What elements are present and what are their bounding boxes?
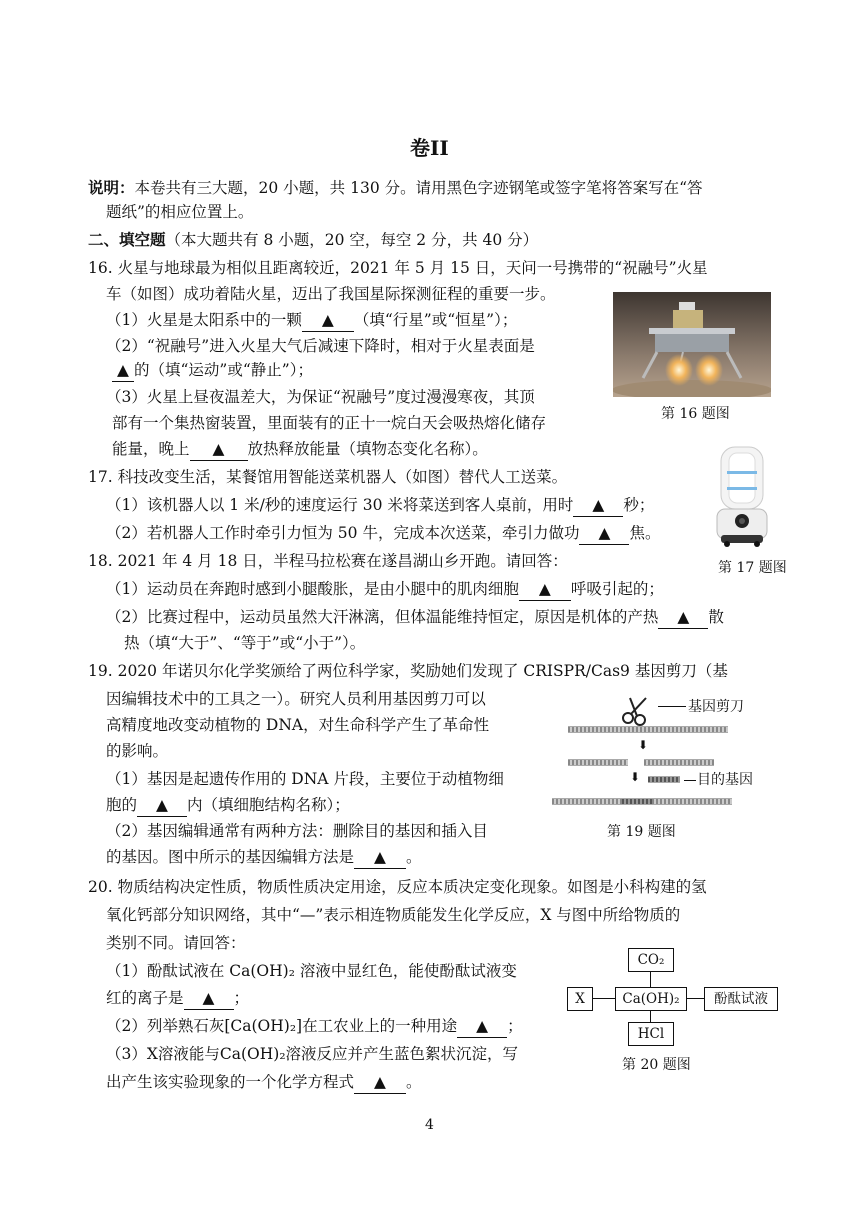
arrow-down-icon: ⬇	[638, 738, 649, 752]
node-co2: CO₂	[628, 948, 674, 972]
q17-line-1: 17. 科技改变生活，某餐馆用智能送菜机器人（如图）替代人工送菜。	[88, 468, 568, 486]
q16-part-1-text: （1）火星是太阳系中的一颗	[106, 311, 302, 329]
q20-part-2-end: ；	[507, 1017, 523, 1035]
q20-part-3-line-1: （3）X溶液能与Ca(OH)₂溶液反应并产生蓝色絮状沉淀，写	[106, 1045, 519, 1063]
answer-blank[interactable]: ▲	[658, 606, 708, 629]
instructions-text-1: 本卷共有三大题，20 小题，共 130 分。请用黑色字迹钢笔或签字笔将答案写在“答	[134, 179, 703, 197]
q20-part-3-text: 出产生该实验现象的一个化学方程式	[106, 1073, 355, 1091]
q17-part-1	[106, 494, 654, 517]
node-calcium-hydroxide: Ca(OH)₂	[615, 987, 687, 1011]
answer-blank[interactable]: ▲	[573, 494, 623, 517]
target-gene-label: 目的基因	[697, 772, 753, 788]
q19-part-2-line-2	[106, 846, 422, 869]
q16-part-2-line-1: （2）“祝融号”进入火星大气后减速下降时，相对于火星表面是	[106, 337, 535, 355]
q19-part-1-line-2	[106, 794, 350, 817]
q18-part-1	[106, 578, 664, 601]
q20-part-2-text: （2）列举熟石灰[Ca(OH)₂]在工农业上的一种用途	[106, 1017, 458, 1035]
q18-part-1-hint: 呼吸引起的；	[570, 580, 664, 598]
target-gene-fragment	[648, 776, 680, 783]
link-hcl	[650, 1010, 651, 1022]
q16-part-3-line-3	[112, 438, 488, 461]
q19-part-2-end: 。	[406, 848, 422, 866]
q19-line-2: 因编辑技术中的工具之一）。研究人员利用基因剪刀可以	[106, 690, 486, 708]
q16-part-3-line-2: 部有一个集热窗装置，里面装有的正十一烷白天会吸热熔化储存	[112, 414, 547, 432]
answer-blank[interactable]: ▲	[137, 794, 187, 817]
node-phenolphthalein: 酚酞试液	[704, 987, 778, 1011]
q19-part-1-hint: 内（填细胞结构名称）；	[187, 796, 350, 814]
instructions-label: 说明：	[88, 178, 135, 197]
section-label: 二、填空题	[88, 230, 166, 249]
instructions-line-2: 题纸”的相应位置上。	[106, 203, 254, 221]
q18-line-1: 18. 2021 年 4 月 18 日，半程马拉松赛在遂昌湖山乡开跑。请回答：	[88, 552, 568, 570]
q20-part-1-end: ；	[233, 989, 250, 1007]
q20-part-3-end: 。	[406, 1073, 422, 1091]
q20-part-1-line-2	[106, 987, 249, 1010]
q19-figure-caption: 第 19 题图	[607, 824, 676, 840]
q17-part-2-text: （2）若机器人工作时牵引力恒为 50 牛，完成本次送菜，牵引力做功	[106, 524, 580, 542]
q17-part-2	[106, 522, 660, 545]
calcium-hydroxide-network-diagram	[565, 946, 780, 1046]
q16-figure-caption: 第 16 题图	[661, 406, 730, 422]
q16-line-2: 车（如图）成功着陆火星，迈出了我国星际探测征程的重要一步。	[106, 285, 556, 303]
q16-part-3-text: 能量，晚上	[112, 440, 190, 458]
target-gene-pointer-line	[684, 780, 696, 781]
q20-line-2: 氧化钙部分知识网络，其中“—”表示相连物质能发生化学反应，X 与图中所给物质的	[106, 906, 681, 924]
q18-part-1-text: （1）运动员在奔跑时感到小腿酸胀，是由小腿中的肌肉细胞	[106, 580, 519, 598]
q16-part-3-line-1: （3）火星上昼夜温差大，为保证“祝融号”度过漫漫寒夜，其顶	[106, 388, 535, 406]
delivery-robot-image	[707, 443, 777, 549]
node-hcl: HCl	[628, 1022, 674, 1046]
answer-blank[interactable]: ▲	[579, 522, 629, 545]
inserted-gene-segment	[622, 798, 652, 805]
q19-part-2-line-1: （2）基因编辑通常有两种方法：删除目的基因和插入目	[106, 822, 488, 840]
answer-blank[interactable]: ▲	[354, 846, 406, 869]
q20-part-1-text: 红的离子是	[106, 989, 184, 1007]
instructions-line-1	[88, 177, 703, 199]
answer-blank[interactable]: ▲	[190, 438, 248, 461]
section-heading	[88, 229, 538, 251]
page-title: 卷II	[410, 136, 449, 160]
dna-strand-cut-left	[568, 759, 628, 766]
link-x	[592, 998, 615, 999]
q16-part-3-hint: 放热释放能量（填物态变化名称）。	[247, 440, 488, 458]
scissors-pointer-line	[658, 706, 686, 707]
q20-part-2	[106, 1015, 523, 1038]
q17-part-2-unit: 焦。	[629, 524, 661, 542]
q19-line-3: 高精度地改变动植物的 DNA，对生命科学产生了革命性	[106, 716, 490, 734]
q17-part-1-unit: 秒；	[623, 496, 655, 514]
q16-part-2-hint: 的（填“运动”或“静止”）；	[134, 361, 313, 379]
q19-part-2-text: 的基因。图中所示的基因编辑方法是	[106, 848, 355, 866]
answer-blank[interactable]: ▲	[354, 1071, 406, 1094]
q20-line-3: 类别不同。请回答：	[106, 934, 246, 952]
q17-part-1-text: （1）该机器人以 1 米/秒的速度运行 30 米将菜送到客人桌前，用时	[106, 496, 574, 514]
q18-part-2	[106, 606, 724, 629]
q20-part-3-line-2	[106, 1071, 422, 1094]
link-co2	[650, 971, 651, 987]
q16-part-2-line-2	[112, 359, 313, 382]
q16-line-1: 16. 火星与地球最为相似且距离较近，2021 年 5 月 15 日，天问一号携带的“祝融号”火星	[88, 259, 708, 277]
q18-part-2-tail: 散	[708, 608, 724, 626]
dna-strand-original	[568, 726, 728, 733]
q19-part-1-line-1: （1）基因是起遗传作用的 DNA 片段，主要位于动植物细	[106, 770, 504, 788]
q20-part-1-line-1: （1）酚酞试液在 Ca(OH)₂ 溶液中显红色，能使酚酞试液变	[106, 962, 517, 980]
q17-figure-caption: 第 17 题图	[718, 560, 787, 576]
answer-blank[interactable]: ▲	[184, 987, 234, 1010]
node-x: X	[567, 987, 593, 1011]
arrow-down-icon: ⬇	[630, 770, 641, 784]
q16-part-1	[106, 309, 517, 332]
gene-editing-diagram	[560, 694, 780, 814]
q20-line-1: 20. 物质结构决定性质，物质性质决定用途，反应本质决定变化现象。如图是小科构建的氢	[88, 878, 707, 896]
q19-line-1: 19. 2020 年诺贝尔化学奖颁给了两位科学家，奖励她们发现了 CRISPR/Cas9 基因剪刀（基	[88, 662, 728, 680]
page-number: 4	[425, 1117, 434, 1133]
q20-figure-caption: 第 20 题图	[622, 1057, 691, 1073]
q18-part-2-line-2: 热（填“大于”、“等于”或“小于”）。	[124, 634, 366, 652]
scissors-label: 基因剪刀	[688, 699, 744, 715]
q16-part-1-hint: （填“行星”或“恒星”）；	[353, 311, 518, 329]
scissors-icon	[620, 696, 656, 730]
q19-part-1-text: 胞的	[106, 796, 138, 814]
dna-strand-cut-right	[644, 759, 714, 766]
q18-part-2-text: （2）比赛过程中，运动员虽然大汗淋漓，但体温能维持恒定，原因是机体的产热	[106, 608, 659, 626]
q19-line-4: 的影响。	[106, 742, 169, 760]
link-phenolphthalein	[686, 998, 704, 999]
section-note: （本大题共有 8 小题，20 空，每空 2 分，共 40 分）	[165, 231, 539, 249]
answer-blank[interactable]: ▲	[519, 578, 571, 601]
answer-blank[interactable]: ▲	[302, 309, 354, 332]
mars-rover-image	[613, 292, 771, 397]
answer-blank[interactable]: ▲	[112, 359, 134, 382]
answer-blank[interactable]: ▲	[457, 1015, 507, 1038]
